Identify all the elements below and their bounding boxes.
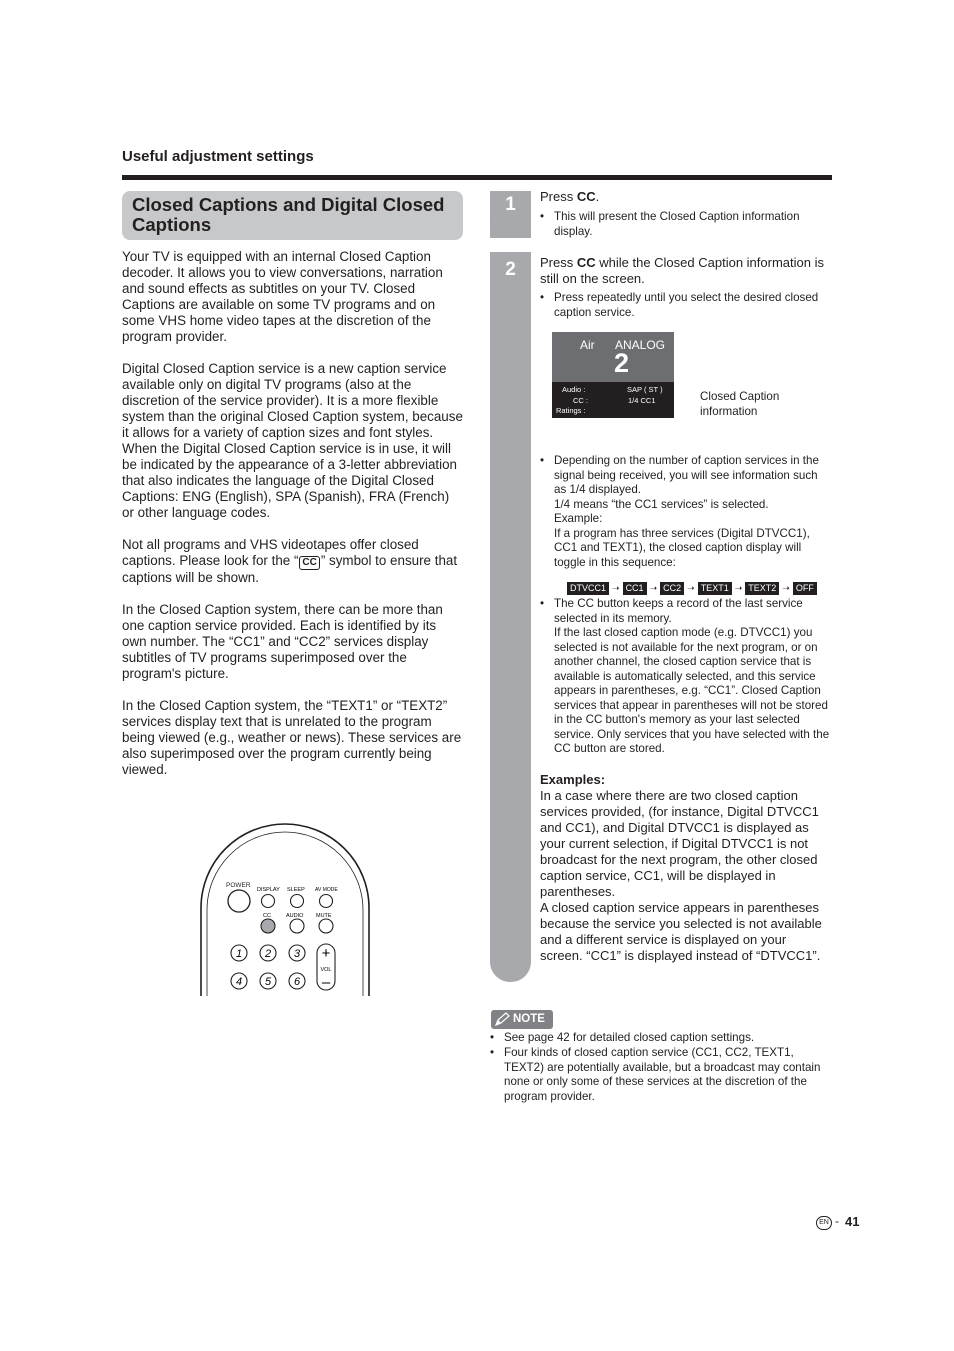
cc-symbol-icon: CC <box>299 556 319 570</box>
avmode-button <box>320 895 333 908</box>
step-2-bullet-3: • The CC button keeps a record of the last service selected in its memory. If the last closed caption mode (e.g. DTVCC1) you selected is not available for the next program, or on another channel, the closed caption service that is available is automatically selected, and this service appears in parentheses, e.g. “CC1”. Closed Caption services that appear in parentheses will not be stored in the CC button's memory as your last selected service. Only services that you have selected with the CC button are stored. <box>540 597 830 755</box>
display-button <box>262 895 275 908</box>
cc-sequence <box>567 578 817 596</box>
note-bullet-1: • See page 42 for detailed closed caption settings. <box>490 1031 755 1044</box>
note-badge: NOTE <box>491 1010 553 1029</box>
svg-text:1: 1 <box>235 948 243 960</box>
pencil-icon <box>494 1012 510 1027</box>
audio-label: AUDIO <box>286 913 304 919</box>
seq-item: DTVCC1 <box>567 582 609 595</box>
step-separator <box>490 238 531 252</box>
step-2-number: 2 <box>505 259 516 280</box>
cc-label: CC <box>263 913 271 919</box>
step-1-bullet: • This will present the Closed Caption information display. <box>540 210 800 238</box>
arrow-icon: ➝ <box>612 583 620 593</box>
seq-item: CC1 <box>623 582 647 595</box>
text-services-paragraph: In the Closed Caption system, the “TEXT1” or “TEXT2” services display text that is unrelated to the program being viewed (e.g., weather or news). These services are also superimposed over the program currently being viewed. <box>122 698 462 777</box>
arrow-icon: ➝ <box>649 583 658 593</box>
step-2-instruction: Press CC while the Closed Caption information is still on the screen. <box>540 255 824 286</box>
osd-caption: Closed Caption information <box>700 390 780 418</box>
arrow-icon: ➝ <box>734 583 743 593</box>
digital-cc-paragraph: Digital Closed Caption service is a new caption service available only on digital TV programs (also at the discretion of the service provider). It is a more flexible system than the original Closed Caption system, because it allows for a variety of caption sizes and font styles. When the Digital Closed Caption service is in use, it will be indicated by the appearance of a 3-letter abbreviation that also indicates the language of the Digital Closed Captions: ENG (English), SPA (Spanish), FRA (French) or other language codes. <box>122 361 463 520</box>
mute-button <box>319 919 333 933</box>
section-header: Useful adjustment settings <box>122 148 314 165</box>
step-2-bullet-1: • Press repeatedly until you select the desired closed caption service. <box>540 291 819 319</box>
examples-paragraph-2: A closed caption service appears in parentheses because the service you selected is not available and a different service is displayed on your screen. “CC1” is displayed instead of “DTVCC1”. <box>540 900 822 963</box>
svg-text:VOL: VOL <box>320 967 332 973</box>
cc-services-paragraph: In the Closed Caption system, there can be more than one caption service provided. Each is identified by its own number. The “CC1” and “CC2” services display subtitles of TV programs superimposed over the program's picture. <box>122 602 443 681</box>
step-1-number: 1 <box>505 194 516 215</box>
svg-text:2: 2 <box>264 948 272 960</box>
cc-info-display: Air ANALOG 2 Audio : SAP ( ST ) CC : 1/4 CC1 Ratings : <box>552 332 674 418</box>
power-label: POWER <box>226 882 251 889</box>
sleep-button <box>291 895 304 908</box>
power-button <box>228 890 250 912</box>
lang-badge: EN <box>816 1216 832 1230</box>
display-label: DISPLAY <box>257 887 280 893</box>
page-number: 41 <box>845 1214 860 1229</box>
svg-text:4: 4 <box>235 976 243 988</box>
examples-heading: Examples: <box>540 772 606 787</box>
seq-item: TEXT2 <box>745 582 779 595</box>
svg-text:–: – <box>321 974 331 991</box>
step-2-bullet-2: • Depending on the number of caption services in the signal being received, you will see information such as 1/4 displayed. 1/4 means “the CC1 services” is selected. Example: If a program has three services (Digital DTVCC1), CC1 and TEXT1), the closed caption display will toggle in this sequence: <box>540 454 819 569</box>
cc-button <box>261 919 275 933</box>
svg-text:+: + <box>321 945 331 962</box>
cc-symbol-paragraph: Not all programs and VHS videotapes offer closed captions. Please look for the “ CC ” symbol to ensure that captions will be shown. <box>122 537 458 585</box>
arrow-icon: ➝ <box>687 583 695 593</box>
svg-text:6: 6 <box>293 976 301 988</box>
examples-block <box>540 772 832 964</box>
avmode-label: AV MODE <box>315 887 338 893</box>
svg-text:3: 3 <box>293 948 301 960</box>
page-dash: - <box>835 1214 839 1228</box>
remote-illustration <box>195 818 375 998</box>
seq-item: TEXT1 <box>698 582 732 595</box>
sleep-label: SLEEP <box>287 887 305 893</box>
audio-button <box>290 919 304 933</box>
step-bar <box>490 191 531 982</box>
header-rule <box>122 175 832 180</box>
svg-text:5: 5 <box>264 976 272 988</box>
mute-label: MUTE <box>316 913 332 919</box>
note-bullet-2: • Four kinds of closed caption service (CC1, CC2, TEXT1, TEXT2) are potentially available, but a broadcast may contain none or only some of these services at the discretion of the program provider. <box>490 1046 821 1103</box>
seq-item: CC2 <box>660 582 684 595</box>
arrow-icon: ➝ <box>782 583 790 593</box>
seq-item: OFF <box>793 582 817 595</box>
page-title: Closed Captions and Digital Closed Captions <box>132 194 445 235</box>
examples-paragraph-1: In a case where there are two closed caption services provided, (for instance, Digital DTVCC1 and CC1), and Digital DTVCC1 is displayed as your current selection, if Digital DTVCC1 is not broadcast for the next program, the other closed caption service, CC1, will be displayed in parentheses. <box>540 788 819 899</box>
intro-paragraph: Your TV is equipped with an internal Closed Caption decoder. It allows you to view conversations, narration and sound effects as subtitles on your TV. Closed Captions are available on some TV programs and on some VHS home video tapes at the discretion of the program provider. <box>122 249 443 344</box>
step-1-instruction: Press CC. <box>540 189 600 204</box>
